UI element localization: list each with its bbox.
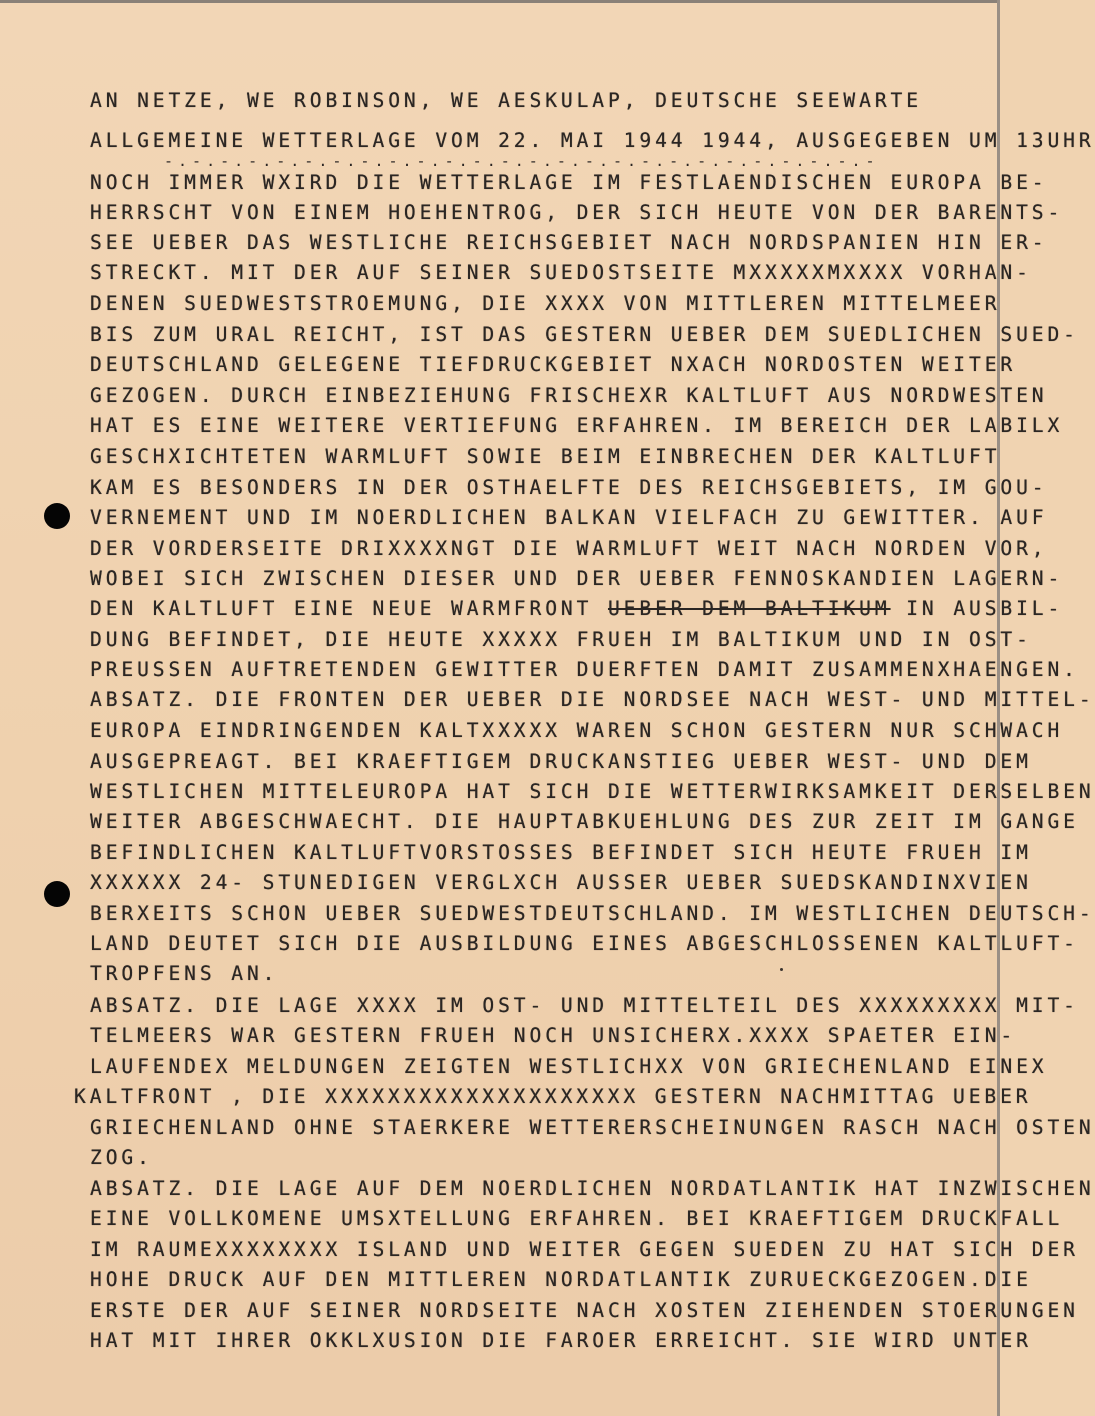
- text-line: KAM ES BESONDERS IN DER OSTHAELFTE DES REICHSGEBIETS, IM GOU-: [90, 476, 1048, 499]
- text-line: WOBEI SICH ZWISCHEN DIESER UND DER UEBER FENNOSKANDIEN LAGERN-: [90, 567, 1064, 590]
- text-line: SEE UEBER DAS WESTLICHE REICHSGEBIET NACH NORDSPANIEN HIN ER-: [90, 231, 1048, 254]
- text-line: LAND DEUTET SICH DIE AUSBILDUNG EINES ABGESCHLOSSENEN KALTLUFT-: [90, 932, 1079, 955]
- punch-hole-upper: [44, 503, 70, 529]
- text-line: DENEN SUEDWESTSTROEMUNG, DIE XXXX VON MITTLEREN MITTELMEER: [90, 292, 1001, 315]
- text-line: BEFINDLICHEN KALTLUFTVORSTOSSES BEFINDET SICH HEUTE FRUEH IM: [90, 841, 1032, 864]
- text-line: WESTLICHEN MITTELEUROPA HAT SICH DIE WETTERWIRKSAMKEIT DERSELBEN: [90, 780, 1095, 803]
- text-line: KALTFRONT , DIE XXXXXXXXXXXXXXXXXXXX GESTERN NACHMITTAG UEBER: [74, 1085, 1032, 1108]
- text-line: PREUSSEN AUFTRETENDEN GEWITTER DUERFTEN DAMIT ZUSAMMENXHAENGEN.: [90, 658, 1079, 681]
- text-line: EUROPA EINDRINGENDEN KALTXXXXX WAREN SCHON GESTERN NUR SCHWACH: [90, 719, 1064, 742]
- text-line: ZOG.: [90, 1146, 153, 1169]
- text-line: TELMEERS WAR GESTERN FRUEH NOCH UNSICHERX.XXXX SPAETER EIN-: [90, 1024, 1017, 1047]
- text-line: ABSATZ. DIE FRONTEN DER UEBER DIE NORDSEE NACH WEST- UND MITTEL-: [90, 688, 1095, 711]
- document-header: AN NETZE, WE ROBINSON, WE AESKULAP, DEUTSCHE SEEWARTE: [90, 89, 922, 112]
- text-line: TROPFENS AN.: [90, 962, 279, 985]
- text-line: GEZOGEN. DURCH EINBEZIEHUNG FRISCHEXR KALTLUFT AUS NORDWESTEN: [90, 384, 1048, 407]
- text-line: ABSATZ. DIE LAGE AUF DEM NOERDLICHEN NORDATLANTIK HAT INZWISCHEN: [90, 1177, 1095, 1200]
- document-title: ALLGEMEINE WETTERLAGE VOM 22. MAI 1944 1944, AUSGEGEBEN UM 13UHR: [90, 129, 1095, 152]
- text-line: AUSGEPREAGT. BEI KRAEFTIGEM DRUCKANSTIEG UEBER WEST- UND DEM: [90, 750, 1032, 773]
- text-line: HOHE DRUCK AUF DEN MITTLEREN NORDATLANTIK ZURUECKGEZOGEN.DIE: [90, 1268, 1032, 1291]
- struck-through-text: UEBER DEM BALTIKUM: [607, 597, 891, 620]
- text-line: XXXXXX 24- STUNEDIGEN VERGLXCH AUSSER UEBER SUEDSKANDINXVIEN: [90, 871, 1032, 894]
- text-line: HAT MIT IHRER OKKLXUSION DIE FAROER ERREICHT. SIE WIRD UNTER: [90, 1329, 1032, 1352]
- text-line: ABSATZ. DIE LAGE XXXX IM OST- UND MITTELTEIL DES XXXXXXXXX MIT-: [90, 994, 1079, 1017]
- text-line: ERSTE DER AUF SEINER NORDSEITE NACH XOSTEN ZIEHENDEN STOERUNGEN: [90, 1299, 1079, 1322]
- text-line: EINE VOLLKOMENE UMSXTELLUNG ERFAHREN. BEI KRAEFTIGEM DRUCKFALL: [90, 1207, 1064, 1230]
- text-line: HAT ES EINE WEITERE VERTIEFUNG ERFAHREN. IM BEREICH DER LABILX: [90, 414, 1064, 437]
- text-line: DER VORDERSEITE DRIXXXXNGT DIE WARMLUFT WEIT NACH NORDEN VOR,: [90, 537, 1048, 560]
- text-line: GESCHXICHTETEN WARMLUFT SOWIE BEIM EINBRECHEN DER KALTLUFT: [90, 445, 1001, 468]
- text-line: VERNEMENT UND IM NOERDLICHEN BALKAN VIELFACH ZU GEWITTER. AUF: [90, 506, 1048, 529]
- text-line: DEN KALTLUFT EINE NEUE WARMFRONT UEBER DEM BALTIKUM IN AUSBIL-: [90, 597, 1064, 620]
- text-line: BIS ZUM URAL REICHT, IST DAS GESTERN UEBER DEM SUEDLICHEN SUED-: [90, 323, 1079, 346]
- title-underline: -.-.-.-.-.-.-.-.-.-.-.-.-.-.-.-.-.-.-.-.-.-.-.-.-.-: [164, 152, 880, 170]
- text-line: DEUTSCHLAND GELEGENE TIEFDRUCKGEBIET NXACH NORDOSTEN WEITER: [90, 353, 1017, 376]
- text-line: HERRSCHT VON EINEM HOEHENTROG, DER SICH HEUTE VON DER BARENTS-: [90, 201, 1064, 224]
- text-line: IM RAUMEXXXXXXXX ISLAND UND WEITER GEGEN SUEDEN ZU HAT SICH DER: [90, 1238, 1079, 1261]
- stray-ink-mark: [780, 968, 783, 971]
- text-line: GRIECHENLAND OHNE STAERKERE WETTERERSCHEINUNGEN RASCH NACH OSTEN: [90, 1116, 1095, 1139]
- punch-hole-lower: [44, 881, 70, 907]
- text-line: NOCH IMMER WXIRD DIE WETTERLAGE IM FESTLAENDISCHEN EUROPA BE-: [90, 171, 1048, 194]
- text-line: WEITER ABGESCHWAECHT. DIE HAUPTABKUEHLUNG DES ZUR ZEIT IM GANGE: [90, 810, 1079, 833]
- text-line: DUNG BEFINDET, DIE HEUTE XXXXX FRUEH IM BALTIKUM UND IN OST-: [90, 628, 1032, 651]
- text-line: LAUFENDEX MELDUNGEN ZEIGTEN WESTLICHXX VON GRIECHENLAND EINEX: [90, 1055, 1048, 1078]
- text-line: STRECKT. MIT DER AUF SEINER SUEDOSTSEITE MXXXXXMXXXX VORHAN-: [90, 261, 1032, 284]
- text-line: BERXEITS SCHON UEBER SUEDWESTDEUTSCHLAND. IM WESTLICHEN DEUTSCH-: [90, 902, 1095, 925]
- page-top-edge: [0, 0, 1000, 3]
